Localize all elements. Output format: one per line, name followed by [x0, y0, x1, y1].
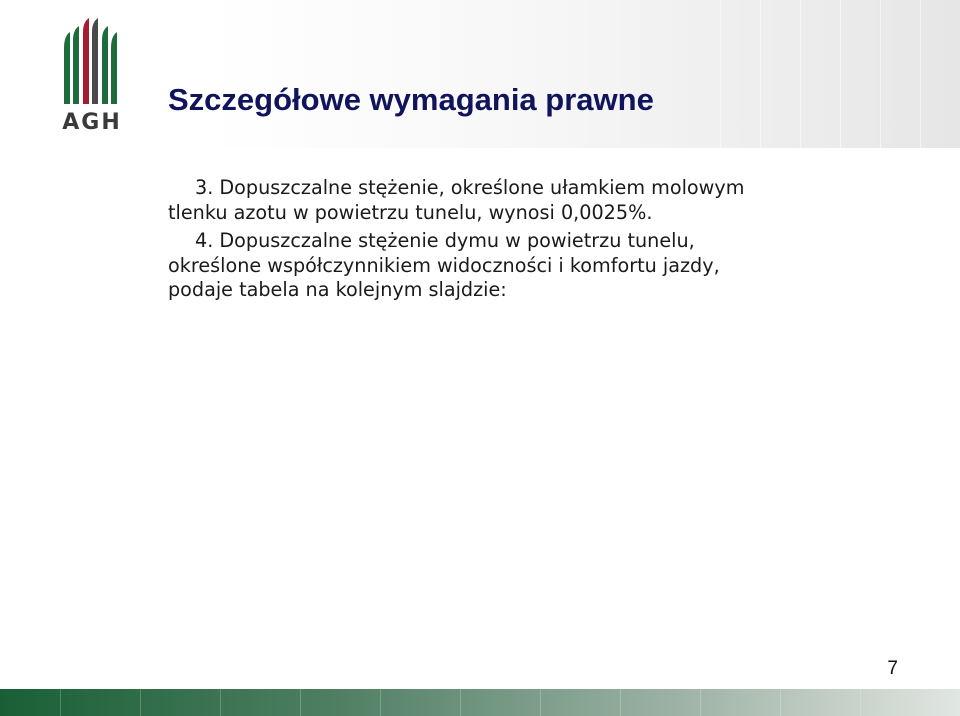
footer-stripe [140, 689, 141, 716]
list-item-line: podaje tabela na kolejnym slajdzie: [168, 278, 507, 301]
list-item-line: 4. Dopuszczalne stężenie dymu w powietrzu tunelu, [195, 229, 695, 252]
header-stripe [840, 0, 841, 148]
page-number: 7 [887, 658, 898, 679]
footer-stripe [380, 689, 381, 716]
slide-body [168, 176, 888, 303]
header-stripe [800, 0, 801, 148]
list-item [168, 176, 888, 225]
footer-stripe [60, 689, 61, 716]
agh-logo-emblem-icon [58, 18, 126, 108]
header-band [0, 0, 960, 148]
list-item-line: 3. Dopuszczalne stężenie, określone ułamkiem molowym [195, 176, 745, 199]
slide-title: Szczegółowe wymagania prawne [168, 82, 654, 117]
header-stripe [920, 0, 921, 148]
footer-stripe [220, 689, 221, 716]
list-item-line: określone współczynnikiem widoczności i komfortu jazdy, [168, 253, 720, 277]
footer-stripe [300, 689, 301, 716]
footer-stripe [700, 689, 701, 716]
logo-text: AGH [62, 110, 122, 135]
footer-stripe [540, 689, 541, 716]
footer-stripe [620, 689, 621, 716]
footer-stripe [860, 689, 861, 716]
footer-stripe [460, 689, 461, 716]
header-stripe [720, 0, 721, 148]
list-item [168, 229, 888, 303]
header-stripe [760, 0, 761, 148]
agh-logo [58, 18, 126, 138]
footer-stripe [780, 689, 781, 716]
header-stripe [880, 0, 881, 148]
footer-band [0, 689, 960, 716]
list-item-line: tlenku azotu w powietrzu tunelu, wynosi 0,0025%. [168, 200, 653, 224]
